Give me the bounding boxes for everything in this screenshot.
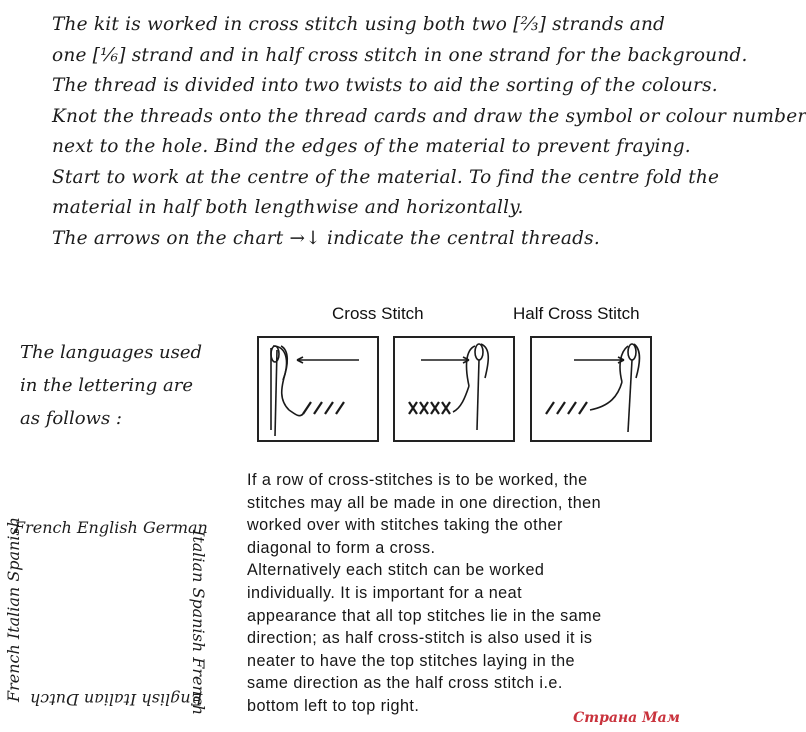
instruction-line: direction; as half cross-stitch is also used it is [247,629,593,648]
border-languages-left: French Italian Spanish [4,516,23,702]
half-cross-stitch-title: Half Cross Stitch [513,304,640,323]
intro-line: Knot the threads onto the thread cards and draw the symbol or colour number [52,105,806,127]
intro-line: one [⅙] strand and in half cross stitch in one strand for the background. [52,44,748,66]
instruction-line: If a row of cross-stitches is to be worked, the [247,471,588,489]
languages-border-diagram [0,510,230,732]
stitch-instructions [247,469,672,718]
instruction-line: individually. It is important for a neat [247,583,523,602]
languages-note-line: in the lettering are [20,375,193,396]
instruction-line: bottom left to top right. [247,696,420,715]
needle-thread-illustration [395,338,517,444]
instruction-line: appearance that all top stitches lie in the same [247,606,602,625]
instruction-line: Alternatively each stitch can be worked [247,561,545,580]
border-languages-right: Italian Spanish French [189,530,208,716]
needle-thread-illustration [532,338,654,444]
needle-thread-illustration [259,338,381,444]
intro-line: The kit is worked in cross stitch using both two [⅔] strands and [52,14,666,35]
instruction-line: worked over with stitches taking the other [247,516,563,535]
languages-note-line: The languages used [20,342,203,363]
watermark-logo: Страна Мам [573,710,680,726]
intro-paragraph [52,10,806,254]
intro-line: Start to work at the centre of the material. To find the centre fold the [52,166,720,188]
instruction-line: stitches may all be made in one direction, then [247,493,602,512]
instruction-line: same direction as the half cross stitch i.e. [247,674,563,693]
cross-stitch-title: Cross Stitch [332,304,424,323]
cross-stitch-diagram-return-pass [393,336,515,442]
languages-note-line: as follows : [20,408,122,429]
cross-stitch-diagram-first-pass [257,336,379,442]
intro-line: material in half both lengthwise and horizontally. [52,197,524,218]
intro-line: next to the hole. Bind the edges of the material to prevent fraying. [52,136,691,157]
instruction-line: diagonal to form a cross. [247,538,436,557]
intro-line: The thread is divided into two twists to aid the sorting of the colours. [52,75,718,96]
languages-note [20,336,230,435]
border-languages-bottom: English Italian Dutch [30,690,203,709]
intro-line: The arrows on the chart →↓ indicate the central threads. [52,227,600,249]
border-languages-top: French English German [14,518,208,537]
instruction-line: neater to have the top stitches laying in the [247,651,576,670]
half-cross-stitch-diagram [530,336,652,442]
